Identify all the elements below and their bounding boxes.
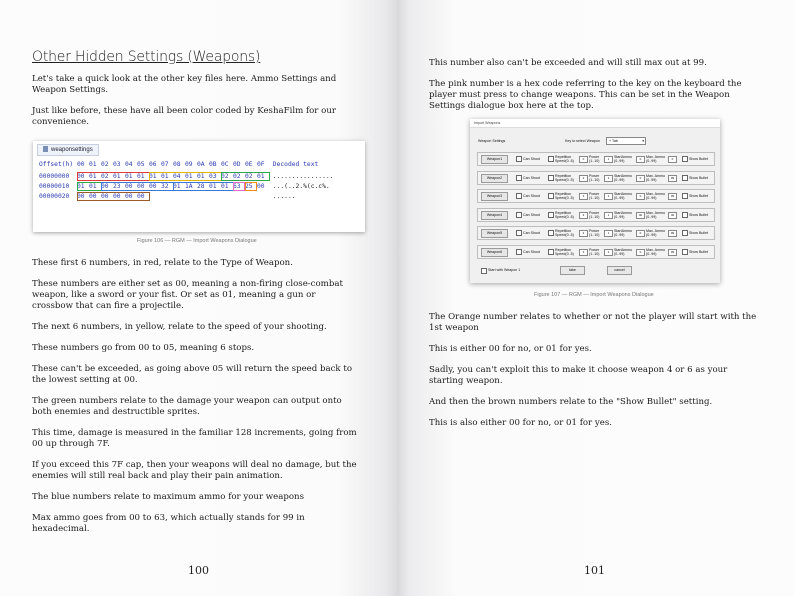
hex-byte: 01 — [173, 183, 181, 190]
show-bullet-label: Show Bullet — [689, 212, 708, 217]
power-label: Power (1..10) — [589, 155, 600, 163]
ok-button[interactable]: take — [560, 266, 585, 275]
hex-decoded-text: ................ — [269, 173, 334, 180]
hex-byte: 63 — [233, 183, 241, 190]
hex-byte: 23 — [113, 183, 121, 190]
damage-highlight-box — [221, 172, 270, 181]
paragraph: These first 6 numbers, in red, relate to the Type of Weapon. — [32, 258, 293, 268]
hex-byte: 00 — [77, 173, 85, 180]
hex-column-header: 09 — [185, 161, 193, 168]
repetition-checkbox[interactable] — [548, 212, 554, 218]
hex-column-header: 05 — [137, 161, 145, 168]
figure-107-caption: Figure 107 — RGM — Import Weapons Dialogue — [534, 292, 654, 298]
repetition-label: Repetition Speed(0..5) — [555, 210, 574, 219]
max-ammo-label: Max. Ammo (0..99) — [646, 173, 665, 182]
hex-byte: 04 — [173, 173, 181, 180]
paragraph: If you exceed this 7F cap, then your weapons will deal no damage, but the enemies will still real back and play their pain animation. — [32, 460, 357, 481]
left-body-text — [32, 258, 358, 545]
weapon-row — [477, 189, 715, 203]
hex-column-header: 02 — [101, 161, 109, 168]
weapon-row — [477, 208, 715, 222]
hex-offset: 00000000 — [39, 173, 70, 180]
max-ammo-value[interactable]: 40 — [668, 212, 677, 219]
start-ammo-label: StartAmmo (0..99) — [614, 173, 632, 182]
paragraph: These numbers are either set as 00, meaning a non-firing close-combat weapon, like a sword or your fist. Or set as 01, meaning a gun or crossbow that can fire a projectile. — [32, 279, 343, 311]
power-label: Power (1..10) — [589, 192, 600, 200]
show-bullet-checkbox[interactable] — [682, 193, 688, 199]
start-ammo-value[interactable]: 0 — [636, 156, 645, 163]
hex-column-header: 0A — [197, 161, 205, 168]
right-bottom-text — [429, 312, 759, 439]
decoded-text-header: Decoded text — [269, 161, 319, 168]
hex-byte: 00 — [137, 193, 145, 200]
hex-byte: 02 — [221, 173, 229, 180]
paragraph: This is either 00 for no, or 01 for yes. — [429, 344, 592, 354]
hex-byte: 01 — [77, 183, 85, 190]
hex-byte: 02 — [233, 173, 241, 180]
weapon-button[interactable]: Weapon4 — [481, 211, 508, 220]
weapon-row — [477, 171, 715, 185]
start-ammo-value[interactable]: 0 — [636, 175, 645, 182]
hex-column-header: 0D — [233, 161, 241, 168]
hex-offset-header: Offset(h) — [39, 161, 74, 168]
weapon-row — [477, 152, 715, 166]
can-shoot-checkbox[interactable] — [516, 175, 522, 181]
repetition-label: Repetition Speed(0..5) — [555, 173, 574, 182]
page-number-right: 101 — [584, 564, 605, 577]
max-ammo-value[interactable]: 99 — [668, 230, 677, 237]
dialog-titlebar: Import Weapons — [470, 119, 720, 128]
max-ammo-value[interactable]: 99 — [668, 249, 677, 256]
weapon-button[interactable]: Weapon6 — [481, 248, 508, 257]
show-bullet-checkbox[interactable] — [682, 230, 688, 236]
repetition-value[interactable]: 3 — [579, 249, 588, 256]
repetition-value[interactable]: 3 — [579, 212, 588, 219]
weapon-button[interactable]: Weapon1 — [481, 155, 508, 164]
speed-highlight-box — [149, 172, 222, 181]
hex-column-header: 00 — [77, 161, 85, 168]
power-label: Power (1..10) — [589, 229, 600, 237]
can-shoot-checkbox[interactable] — [516, 212, 522, 218]
file-icon — [43, 146, 48, 152]
hex-column-header: 0C — [221, 161, 229, 168]
hex-byte: 01 — [209, 183, 217, 190]
start-ammo-value[interactable]: 40 — [636, 212, 645, 219]
hex-column-header: 08 — [173, 161, 181, 168]
start-ammo-label: StartAmmo (0..99) — [614, 210, 632, 219]
hex-byte: 1A — [185, 183, 193, 190]
hex-byte: 01 — [89, 183, 97, 190]
hex-decoded-text: ...(..2.%(c.c%. — [269, 183, 330, 190]
max-ammo-value[interactable]: 99 — [668, 193, 677, 200]
power-label: Power (1..10) — [589, 173, 600, 182]
weapon-row — [477, 245, 715, 259]
power-label: Power (1..10) — [589, 210, 600, 219]
repetition-value[interactable]: 3 — [579, 175, 588, 182]
start-weapon-highlight-box — [245, 182, 257, 191]
hex-byte: 01 — [89, 173, 97, 180]
hex-offset: 00000010 — [39, 183, 70, 190]
start-ammo-label: StartAmmo (0..99) — [614, 247, 632, 256]
max-ammo-label: Max. Ammo (0..99) — [646, 192, 665, 200]
hex-byte: 00 — [125, 183, 133, 190]
show-bullet-checkbox[interactable] — [682, 249, 688, 255]
paragraph: The Orange number relates to whether or not the player will start with the 1st weapon — [429, 312, 757, 333]
can-shoot-label: Can Shoot — [523, 231, 540, 235]
paragraph: The green numbers relate to the damage your weapon can output onto both enemies and destructible sprites. — [32, 396, 342, 417]
hex-column-header: 03 — [113, 161, 121, 168]
can-shoot-checkbox[interactable] — [516, 156, 522, 162]
hex-byte: 01 — [185, 173, 193, 180]
show-bullet-label: Show Bullet — [689, 175, 708, 180]
start-ammo-value[interactable]: 0 — [636, 230, 645, 237]
power-value[interactable]: 1 — [604, 249, 613, 256]
hex-byte: 01 — [221, 183, 229, 190]
figure-106-caption: Figure 106 — RGM — Import Weapons Dialogue — [137, 238, 257, 244]
start-with-weapon-label: Start with Weapon 1 — [488, 268, 521, 272]
hex-column-header: 06 — [149, 161, 157, 168]
repetition-value[interactable]: 0 — [579, 156, 588, 163]
page-number-left: 100 — [188, 564, 209, 577]
max-ammo-value[interactable]: 99 — [668, 175, 677, 182]
paragraph: This number also can't be exceeded and will still max out at 99. — [429, 58, 707, 68]
hex-byte: 01 — [113, 173, 121, 180]
power-label: Power (1..10) — [589, 247, 600, 256]
can-shoot-checkbox[interactable] — [516, 230, 522, 236]
show-bullet-label: Show Bullet — [689, 157, 708, 161]
hex-editor-figure — [33, 141, 365, 232]
hex-byte: 00 — [77, 193, 85, 200]
power-value[interactable]: 1 — [604, 156, 613, 163]
weapon-settings-label: Weapon Settings — [478, 139, 506, 143]
paragraph: This is also either 00 for no, or 01 for yes. — [429, 418, 612, 428]
hex-column-header: 0E — [245, 161, 253, 168]
intro-paragraph-1: Let's take a quick look at the other key files here. Ammo Settings and Weapon Settings. — [32, 74, 337, 95]
repetition-checkbox[interactable] — [548, 230, 554, 236]
ammo-highlight-box-2 — [173, 182, 234, 191]
max-ammo-label: Max. Ammo (0..99) — [646, 229, 665, 237]
show-bullet-label: Show Bullet — [689, 249, 708, 254]
can-shoot-label: Can Shoot — [523, 157, 540, 161]
hex-byte: 00 — [89, 193, 97, 200]
paragraph: These can't be exceeded, as going above 05 will return the speed back to the lowest setting at 00. — [32, 364, 352, 385]
hex-file-tab-label: weaponsettings — [51, 147, 93, 153]
can-shoot-label: Can Shoot — [523, 249, 540, 254]
hex-byte: 01 — [125, 173, 133, 180]
hex-column-header: 04 — [125, 161, 133, 168]
repetition-label: Repetition Speed(0..5) — [555, 192, 574, 200]
hex-byte: 01 — [257, 173, 265, 180]
power-value[interactable]: 1 — [604, 212, 613, 219]
hex-byte: 01 — [137, 173, 145, 180]
hex-offset: 00000020 — [39, 193, 70, 200]
weapon-button[interactable]: Weapon3 — [481, 192, 508, 201]
cancel-button[interactable]: cancel — [607, 266, 632, 275]
import-weapons-dialog — [470, 119, 720, 283]
show-bullet-checkbox[interactable] — [682, 175, 688, 181]
show-bullet-checkbox[interactable] — [682, 156, 688, 162]
repetition-label: Repetition Speed(0..5) — [555, 247, 574, 256]
repetition-checkbox[interactable] — [548, 193, 554, 199]
repetition-value[interactable]: 3 — [579, 193, 588, 200]
intro-text — [32, 74, 352, 138]
right-top-text — [429, 58, 759, 122]
max-ammo-label: Max. Ammo (0..99) — [646, 247, 665, 256]
hex-byte: 00 — [257, 183, 265, 190]
power-value[interactable]: 1 — [604, 193, 613, 200]
can-shoot-checkbox[interactable] — [516, 193, 522, 199]
show-bullet-label: Show Bullet — [689, 194, 708, 198]
repetition-label: Repetition Speed(0..5) — [555, 229, 574, 237]
hex-byte: 02 — [101, 173, 109, 180]
key-highlight-box — [233, 182, 245, 191]
right-page — [397, 0, 794, 596]
hex-byte: 00 — [125, 193, 133, 200]
hex-column-header: 0F — [257, 161, 265, 168]
repetition-checkbox[interactable] — [548, 175, 554, 181]
can-shoot-label: Can Shoot — [523, 194, 540, 198]
weapon-button[interactable]: Weapon2 — [481, 174, 508, 183]
type-highlight-box — [77, 172, 150, 181]
hex-column-header: 0B — [209, 161, 217, 168]
show-bullet-checkbox[interactable] — [682, 212, 688, 218]
key-select-dropdown[interactable] — [606, 137, 646, 145]
power-value[interactable]: 1 — [604, 175, 613, 182]
start-ammo-label: StartAmmo (0..99) — [614, 192, 632, 200]
can-shoot-checkbox[interactable] — [516, 249, 522, 255]
max-ammo-label: Max. Ammo (0..99) — [646, 155, 665, 163]
weapon-row — [477, 226, 715, 240]
repetition-value[interactable]: 3 — [579, 230, 588, 237]
hex-header-row — [39, 161, 318, 168]
key-select-label: Key to select Weapon — [565, 139, 600, 143]
paragraph: The next 6 numbers, in yellow, relate to the speed of your shooting. — [32, 322, 327, 332]
hex-byte: 01 — [149, 173, 157, 180]
paragraph: Max ammo goes from 00 to 63, which actually stands for 99 in hexadecimal. — [32, 513, 305, 534]
start-ammo-value[interactable]: 0 — [636, 193, 645, 200]
hex-byte: 01 — [161, 173, 169, 180]
damage-highlight-box-2 — [77, 182, 102, 191]
hex-byte: 28 — [197, 183, 205, 190]
paragraph: And then the brown numbers relate to the "Show Bullet" setting. — [429, 397, 713, 407]
show-bullet-label: Show Bullet — [689, 231, 708, 235]
can-shoot-label: Can Shoot — [523, 212, 540, 217]
hex-byte: 00 — [149, 183, 157, 190]
max-ammo-label: Max. Ammo (0..99) — [646, 210, 665, 219]
hex-byte: 00 — [113, 193, 121, 200]
weapon-button[interactable]: Weapon5 — [481, 229, 508, 238]
start-ammo-label: StartAmmo (0..99) — [614, 155, 632, 163]
repetition-label: Repetition Speed(0..5) — [555, 155, 574, 163]
repetition-checkbox[interactable] — [548, 156, 554, 162]
start-with-weapon-checkbox[interactable] — [481, 268, 487, 274]
hex-byte: 25 — [245, 183, 253, 190]
intro-paragraph-2: Just like before, these have all been color coded by KeshaFilm for our convenience. — [32, 106, 336, 127]
paragraph: The blue numbers relate to maximum ammo for your weapons — [32, 492, 304, 502]
hex-byte: 01 — [197, 173, 205, 180]
hex-file-tab — [37, 144, 99, 156]
can-shoot-label: Can Shoot — [523, 175, 540, 180]
max-ammo-value[interactable]: 0 — [668, 156, 677, 163]
key-select-value: + Tab — [609, 139, 618, 143]
paragraph: Sadly, you can't exploit this to make it choose weapon 4 or 6 as your starting weapon. — [429, 365, 728, 386]
hex-column-header: 07 — [161, 161, 169, 168]
paragraph: These numbers go from 00 to 05, meaning 6 stops. — [32, 343, 255, 353]
paragraph: The pink number is a hex code referring to the key on the keyboard the player must press to change weapons. This can be set in the Weapon Settings dialogue box here at the top. — [429, 79, 742, 111]
hex-byte: 00 — [101, 193, 109, 200]
show-bullet-highlight-box — [77, 192, 150, 201]
paragraph: This time, damage is measured in the familiar 128 increments, going from 00 up through 7F. — [32, 428, 357, 449]
hex-byte: 02 — [245, 173, 253, 180]
section-heading: Other Hidden Settings (Weapons) — [32, 49, 261, 65]
hex-decoded-text: ...... — [269, 193, 296, 200]
power-value[interactable]: 1 — [604, 230, 613, 237]
hex-byte: 03 — [209, 173, 217, 180]
hex-byte: 32 — [161, 183, 169, 190]
hex-column-header: 01 — [89, 161, 97, 168]
ammo-highlight-box — [101, 182, 174, 191]
chevron-down-icon: ▾ — [642, 139, 644, 143]
start-ammo-value[interactable]: 0 — [636, 249, 645, 256]
repetition-checkbox[interactable] — [548, 249, 554, 255]
hex-byte: 00 — [101, 183, 109, 190]
start-ammo-label: StartAmmo (0..99) — [614, 229, 632, 237]
hex-byte: 00 — [137, 183, 145, 190]
